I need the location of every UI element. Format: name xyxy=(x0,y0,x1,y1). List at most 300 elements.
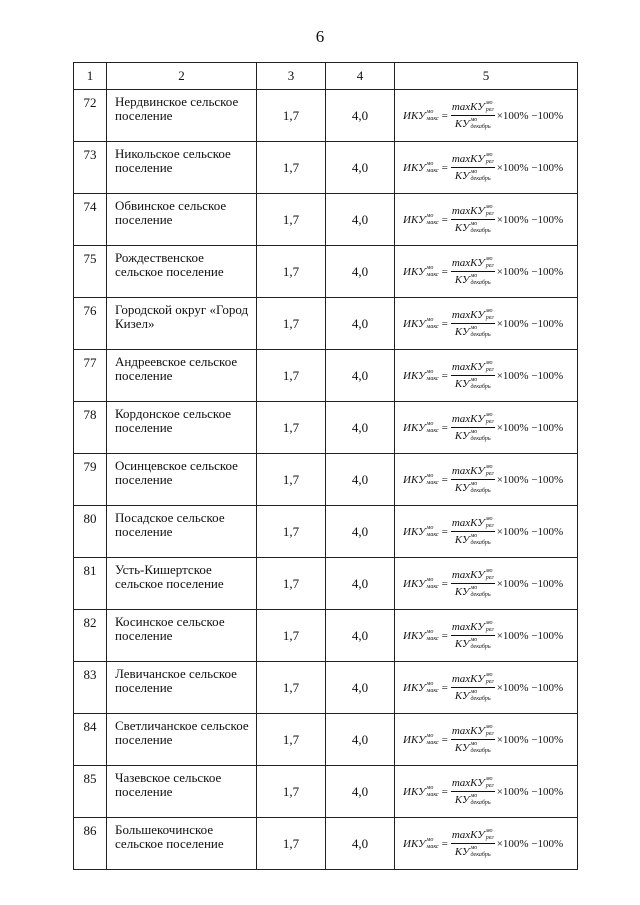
index-formula xyxy=(403,152,563,183)
formula-denominator xyxy=(454,169,492,183)
column-4-value: 4,0 xyxy=(326,194,395,246)
column-3-value: 1,7 xyxy=(257,558,326,610)
formula-den-sup: мо xyxy=(470,481,478,487)
formula-cell xyxy=(395,766,578,818)
formula-tail: ×100% −100% xyxy=(496,213,564,226)
formula-lhs-sub: макс xyxy=(426,323,439,330)
formula-num-text: maxКУ xyxy=(451,309,485,321)
formula-fraction xyxy=(451,828,495,859)
fraction-bar xyxy=(451,115,495,116)
formula-lhs-scripts xyxy=(427,785,439,799)
formula-den-scripts xyxy=(470,637,490,651)
settlement-name: Усть-Кишертское сельское поселение xyxy=(107,558,257,610)
formula-lhs-scripts xyxy=(427,265,439,279)
formula-den-sub: декабрь xyxy=(470,644,491,650)
formula-den-sub: декабрь xyxy=(470,592,491,598)
table-row xyxy=(74,350,578,402)
formula-num-text: maxКУ xyxy=(451,361,485,373)
formula-num-sub: рег xyxy=(485,419,494,425)
formula-den-scripts xyxy=(470,845,490,859)
formula-fraction xyxy=(451,620,495,651)
index-formula xyxy=(403,360,563,391)
formula-cell xyxy=(395,610,578,662)
formula-numerator xyxy=(451,828,495,842)
formula-fraction xyxy=(451,412,495,443)
formula-den-scripts xyxy=(470,117,490,131)
formula-den-scripts xyxy=(470,741,490,755)
formula-denominator xyxy=(454,637,492,651)
formula-den-sub: декабрь xyxy=(470,384,491,390)
formula-den-text: КУ xyxy=(454,222,470,234)
formula-numerator xyxy=(451,308,495,322)
formula-num-text: maxКУ xyxy=(451,205,485,217)
formula-lhs-sup: мо xyxy=(426,108,434,115)
formula-num-sub: рег xyxy=(485,783,494,789)
formula-lhs: ИКУ xyxy=(403,837,426,850)
formula-fraction xyxy=(451,464,495,495)
formula-den-text: КУ xyxy=(454,170,470,182)
fraction-bar xyxy=(451,479,495,480)
formula-fraction xyxy=(451,776,495,807)
formula-equals: = xyxy=(441,733,448,746)
formula-lhs-sup: мо xyxy=(426,680,434,687)
formula-lhs-sup: мо xyxy=(426,368,434,375)
formula-lhs-sub: макс xyxy=(426,375,439,382)
formula-den-sub: декабрь xyxy=(470,696,491,702)
formula-equals: = xyxy=(441,785,448,798)
formula-den-sub: декабрь xyxy=(470,176,491,182)
index-formula xyxy=(403,516,563,547)
formula-cell xyxy=(395,194,578,246)
table-row xyxy=(74,194,578,246)
formula-tail: ×100% −100% xyxy=(496,109,564,122)
formula-num-text: maxКУ xyxy=(451,777,485,789)
formula-den-sub: декабрь xyxy=(470,124,491,130)
column-4-value: 4,0 xyxy=(326,714,395,766)
formula-lhs: ИКУ xyxy=(403,317,426,330)
formula-tail: ×100% −100% xyxy=(496,629,564,642)
formula-equals: = xyxy=(441,525,448,538)
formula-lhs-scripts xyxy=(427,681,439,695)
formula-fraction xyxy=(451,256,495,287)
table-row xyxy=(74,298,578,350)
formula-numerator xyxy=(451,516,495,530)
formula-num-sub: рег xyxy=(485,627,494,633)
table-row xyxy=(74,142,578,194)
row-number: 76 xyxy=(74,298,107,350)
column-4-value: 4,0 xyxy=(326,818,395,870)
formula-den-sub: декабрь xyxy=(470,852,491,858)
formula-numerator xyxy=(451,776,495,790)
index-formula xyxy=(403,308,563,339)
formula-den-sup: мо xyxy=(470,637,478,643)
formula-denominator xyxy=(454,325,492,339)
column-4-value: 4,0 xyxy=(326,298,395,350)
formula-num-sub: рег xyxy=(485,367,494,373)
table-row xyxy=(74,558,578,610)
formula-num-text: maxКУ xyxy=(451,517,485,529)
settlement-name: Левичанское сельское поселение xyxy=(107,662,257,714)
formula-lhs: ИКУ xyxy=(403,161,426,174)
formula-num-scripts xyxy=(486,256,494,270)
formula-lhs-sub: макс xyxy=(426,843,439,850)
formula-num-text: maxКУ xyxy=(451,829,485,841)
formula-lhs-sup: мо xyxy=(426,628,434,635)
formula-lhs-scripts xyxy=(427,109,439,123)
formula-cell xyxy=(395,454,578,506)
formula-num-scripts xyxy=(486,412,494,426)
table-row xyxy=(74,402,578,454)
fraction-bar xyxy=(451,791,495,792)
formula-lhs-scripts xyxy=(427,369,439,383)
formula-tail: ×100% −100% xyxy=(496,317,564,330)
formula-lhs: ИКУ xyxy=(403,785,426,798)
formula-num-sub: рег xyxy=(485,835,494,841)
formula-num-text: maxКУ xyxy=(451,465,485,477)
formula-lhs-sub: макс xyxy=(426,271,439,278)
formula-den-scripts xyxy=(470,221,490,235)
table-header-row xyxy=(74,63,578,90)
settlement-name: Косинское сельское поселение xyxy=(107,610,257,662)
formula-denominator xyxy=(454,741,492,755)
formula-fraction xyxy=(451,516,495,547)
formula-den-sub: декабрь xyxy=(470,748,491,754)
formula-den-sub: декабрь xyxy=(470,540,491,546)
settlement-name: Рождественское сельское поселение xyxy=(107,246,257,298)
formula-den-scripts xyxy=(470,585,490,599)
formula-lhs: ИКУ xyxy=(403,733,426,746)
formula-lhs: ИКУ xyxy=(403,421,426,434)
formula-num-sup: мо xyxy=(485,828,493,834)
formula-num-sub: рег xyxy=(485,679,494,685)
formula-equals: = xyxy=(441,265,448,278)
formula-den-text: КУ xyxy=(454,534,470,546)
formula-lhs-scripts xyxy=(427,421,439,435)
row-number: 82 xyxy=(74,610,107,662)
formula-lhs-sub: макс xyxy=(426,167,439,174)
row-number: 78 xyxy=(74,402,107,454)
formula-tail: ×100% −100% xyxy=(496,577,564,590)
formula-num-text: maxКУ xyxy=(451,621,485,633)
settlements-table xyxy=(73,62,578,870)
formula-lhs-sup: мо xyxy=(426,264,434,271)
table-row xyxy=(74,610,578,662)
formula-num-scripts xyxy=(486,100,494,114)
formula-denominator xyxy=(454,117,492,131)
formula-numerator xyxy=(451,464,495,478)
formula-num-scripts xyxy=(486,620,494,634)
index-formula xyxy=(403,672,563,703)
formula-den-scripts xyxy=(470,377,490,391)
formula-lhs: ИКУ xyxy=(403,265,426,278)
formula-num-sub: рег xyxy=(485,211,494,217)
formula-lhs: ИКУ xyxy=(403,213,426,226)
formula-lhs-scripts xyxy=(427,733,439,747)
formula-lhs-sub: макс xyxy=(426,219,439,226)
formula-fraction xyxy=(451,672,495,703)
formula-num-scripts xyxy=(486,828,494,842)
formula-denominator xyxy=(454,429,492,443)
formula-num-sup: мо xyxy=(485,776,493,782)
formula-cell xyxy=(395,298,578,350)
index-formula xyxy=(403,776,563,807)
fraction-bar xyxy=(451,271,495,272)
formula-num-sup: мо xyxy=(485,568,493,574)
formula-num-sub: рег xyxy=(485,471,494,477)
settlement-name: Посадское сельское поселение xyxy=(107,506,257,558)
formula-equals: = xyxy=(441,473,448,486)
fraction-bar xyxy=(451,531,495,532)
formula-cell xyxy=(395,662,578,714)
formula-cell xyxy=(395,246,578,298)
fraction-bar xyxy=(451,167,495,168)
settlement-name: Большекочинское сельское поселение xyxy=(107,818,257,870)
formula-fraction xyxy=(451,568,495,599)
column-3-value: 1,7 xyxy=(257,194,326,246)
formula-lhs-sub: макс xyxy=(426,739,439,746)
column-3-value: 1,7 xyxy=(257,818,326,870)
formula-lhs-scripts xyxy=(427,161,439,175)
formula-num-scripts xyxy=(486,308,494,322)
formula-equals: = xyxy=(441,681,448,694)
column-3-value: 1,7 xyxy=(257,610,326,662)
row-number: 73 xyxy=(74,142,107,194)
formula-cell xyxy=(395,142,578,194)
fraction-bar xyxy=(451,375,495,376)
formula-lhs-sup: мо xyxy=(426,836,434,843)
formula-num-sub: рег xyxy=(485,107,494,113)
formula-den-text: КУ xyxy=(454,378,470,390)
formula-num-sub: рег xyxy=(485,523,494,529)
formula-num-sup: мо xyxy=(485,516,493,522)
page-number: 6 xyxy=(315,27,325,46)
formula-cell xyxy=(395,90,578,142)
formula-num-scripts xyxy=(486,360,494,374)
formula-den-scripts xyxy=(470,793,490,807)
formula-lhs-scripts xyxy=(427,837,439,851)
formula-equals: = xyxy=(441,369,448,382)
formula-tail: ×100% −100% xyxy=(496,473,564,486)
formula-lhs-sub: макс xyxy=(426,635,439,642)
index-formula xyxy=(403,724,563,755)
formula-tail: ×100% −100% xyxy=(496,369,564,382)
formula-denominator xyxy=(454,793,492,807)
formula-lhs-scripts xyxy=(427,577,439,591)
formula-num-sup: мо xyxy=(485,256,493,262)
column-4-value: 4,0 xyxy=(326,454,395,506)
fraction-bar xyxy=(451,687,495,688)
table-row xyxy=(74,662,578,714)
row-number: 75 xyxy=(74,246,107,298)
formula-lhs-sub: макс xyxy=(426,479,439,486)
formula-lhs: ИКУ xyxy=(403,525,426,538)
formula-numerator xyxy=(451,620,495,634)
formula-num-sub: рег xyxy=(485,731,494,737)
formula-den-text: КУ xyxy=(454,430,470,442)
formula-tail: ×100% −100% xyxy=(496,837,564,850)
formula-numerator xyxy=(451,100,495,114)
column-4-value: 4,0 xyxy=(326,610,395,662)
row-number: 85 xyxy=(74,766,107,818)
formula-den-text: КУ xyxy=(454,586,470,598)
formula-den-sup: мо xyxy=(470,533,478,539)
table-row xyxy=(74,766,578,818)
column-4-value: 4,0 xyxy=(326,662,395,714)
formula-cell xyxy=(395,402,578,454)
formula-denominator xyxy=(454,273,492,287)
formula-num-text: maxКУ xyxy=(451,673,485,685)
formula-numerator xyxy=(451,152,495,166)
settlement-name: Городской округ «Город Кизел» xyxy=(107,298,257,350)
settlement-name: Андреевское сельское поселение xyxy=(107,350,257,402)
formula-num-sup: мо xyxy=(485,100,493,106)
formula-den-scripts xyxy=(470,689,490,703)
formula-den-text: КУ xyxy=(454,690,470,702)
formula-den-text: КУ xyxy=(454,118,470,130)
column-4-value: 4,0 xyxy=(326,402,395,454)
formula-denominator xyxy=(454,481,492,495)
formula-num-sup: мо xyxy=(485,360,493,366)
formula-fraction xyxy=(451,204,495,235)
formula-den-sup: мо xyxy=(470,793,478,799)
settlement-name: Кордонское сельское поселение xyxy=(107,402,257,454)
formula-den-sub: декабрь xyxy=(470,488,491,494)
column-3-value: 1,7 xyxy=(257,454,326,506)
column-header-3: 3 xyxy=(257,63,326,90)
settlement-name: Светличанское сельское поселение xyxy=(107,714,257,766)
formula-lhs-sup: мо xyxy=(426,472,434,479)
formula-num-text: maxКУ xyxy=(451,413,485,425)
formula-fraction xyxy=(451,360,495,391)
formula-num-text: maxКУ xyxy=(451,725,485,737)
formula-lhs: ИКУ xyxy=(403,369,426,382)
formula-den-sup: мо xyxy=(470,429,478,435)
formula-num-text: maxКУ xyxy=(451,101,485,113)
column-4-value: 4,0 xyxy=(326,558,395,610)
formula-den-text: КУ xyxy=(454,846,470,858)
formula-equals: = xyxy=(441,577,448,590)
formula-lhs-sup: мо xyxy=(426,576,434,583)
formula-num-text: maxКУ xyxy=(451,153,485,165)
column-4-value: 4,0 xyxy=(326,246,395,298)
formula-numerator xyxy=(451,204,495,218)
formula-lhs-scripts xyxy=(427,317,439,331)
formula-num-scripts xyxy=(486,672,494,686)
formula-num-scripts xyxy=(486,516,494,530)
fraction-bar xyxy=(451,219,495,220)
row-number: 84 xyxy=(74,714,107,766)
formula-num-sup: мо xyxy=(485,464,493,470)
index-formula xyxy=(403,620,563,651)
formula-fraction xyxy=(451,724,495,755)
formula-num-scripts xyxy=(486,776,494,790)
formula-equals: = xyxy=(441,213,448,226)
formula-den-text: КУ xyxy=(454,482,470,494)
formula-num-sub: рег xyxy=(485,315,494,321)
formula-fraction xyxy=(451,308,495,339)
table-row xyxy=(74,818,578,870)
formula-num-sub: рег xyxy=(485,575,494,581)
formula-den-scripts xyxy=(470,169,490,183)
row-number: 86 xyxy=(74,818,107,870)
formula-lhs-scripts xyxy=(427,473,439,487)
table-row xyxy=(74,506,578,558)
formula-num-scripts xyxy=(486,464,494,478)
formula-den-sub: декабрь xyxy=(470,228,491,234)
formula-num-text: maxКУ xyxy=(451,569,485,581)
formula-numerator xyxy=(451,256,495,270)
formula-equals: = xyxy=(441,837,448,850)
settlement-name: Никольское сельское поселение xyxy=(107,142,257,194)
column-4-value: 4,0 xyxy=(326,506,395,558)
formula-denominator xyxy=(454,845,492,859)
row-number: 81 xyxy=(74,558,107,610)
formula-den-sup: мо xyxy=(470,689,478,695)
formula-den-scripts xyxy=(470,533,490,547)
column-header-4: 4 xyxy=(326,63,395,90)
formula-num-scripts xyxy=(486,204,494,218)
formula-den-scripts xyxy=(470,481,490,495)
fraction-bar xyxy=(451,843,495,844)
formula-lhs-sup: мо xyxy=(426,524,434,531)
settlement-name: Чазевское сельское поселение xyxy=(107,766,257,818)
formula-den-text: КУ xyxy=(454,638,470,650)
formula-denominator xyxy=(454,221,492,235)
formula-lhs: ИКУ xyxy=(403,681,426,694)
formula-den-sup: мо xyxy=(470,325,478,331)
formula-denominator xyxy=(454,377,492,391)
formula-den-sub: декабрь xyxy=(470,800,491,806)
index-formula xyxy=(403,412,563,443)
formula-den-scripts xyxy=(470,325,490,339)
formula-lhs-scripts xyxy=(427,629,439,643)
formula-num-scripts xyxy=(486,568,494,582)
index-formula xyxy=(403,100,563,131)
formula-den-text: КУ xyxy=(454,274,470,286)
fraction-bar xyxy=(451,739,495,740)
formula-cell xyxy=(395,506,578,558)
formula-num-sub: рег xyxy=(485,159,494,165)
formula-num-sup: мо xyxy=(485,620,493,626)
formula-denominator xyxy=(454,689,492,703)
table-row xyxy=(74,454,578,506)
formula-num-text: maxКУ xyxy=(451,257,485,269)
formula-den-sup: мо xyxy=(470,845,478,851)
formula-den-sub: декабрь xyxy=(470,280,491,286)
column-3-value: 1,7 xyxy=(257,142,326,194)
formula-num-sup: мо xyxy=(485,308,493,314)
formula-num-sup: мо xyxy=(485,204,493,210)
formula-lhs-sub: макс xyxy=(426,791,439,798)
formula-tail: ×100% −100% xyxy=(496,681,564,694)
column-4-value: 4,0 xyxy=(326,350,395,402)
formula-tail: ×100% −100% xyxy=(496,785,564,798)
formula-den-text: КУ xyxy=(454,742,470,754)
formula-equals: = xyxy=(441,109,448,122)
index-formula xyxy=(403,204,563,235)
settlement-name: Нердвинское сельское поселение xyxy=(107,90,257,142)
column-3-value: 1,7 xyxy=(257,246,326,298)
formula-cell xyxy=(395,818,578,870)
column-3-value: 1,7 xyxy=(257,402,326,454)
formula-lhs-sub: макс xyxy=(426,583,439,590)
formula-tail: ×100% −100% xyxy=(496,733,564,746)
table-body xyxy=(74,90,578,870)
formula-denominator xyxy=(454,585,492,599)
settlement-name: Осинцевское сельское поселение xyxy=(107,454,257,506)
formula-lhs-sub: макс xyxy=(426,427,439,434)
formula-lhs-sub: макс xyxy=(426,531,439,538)
